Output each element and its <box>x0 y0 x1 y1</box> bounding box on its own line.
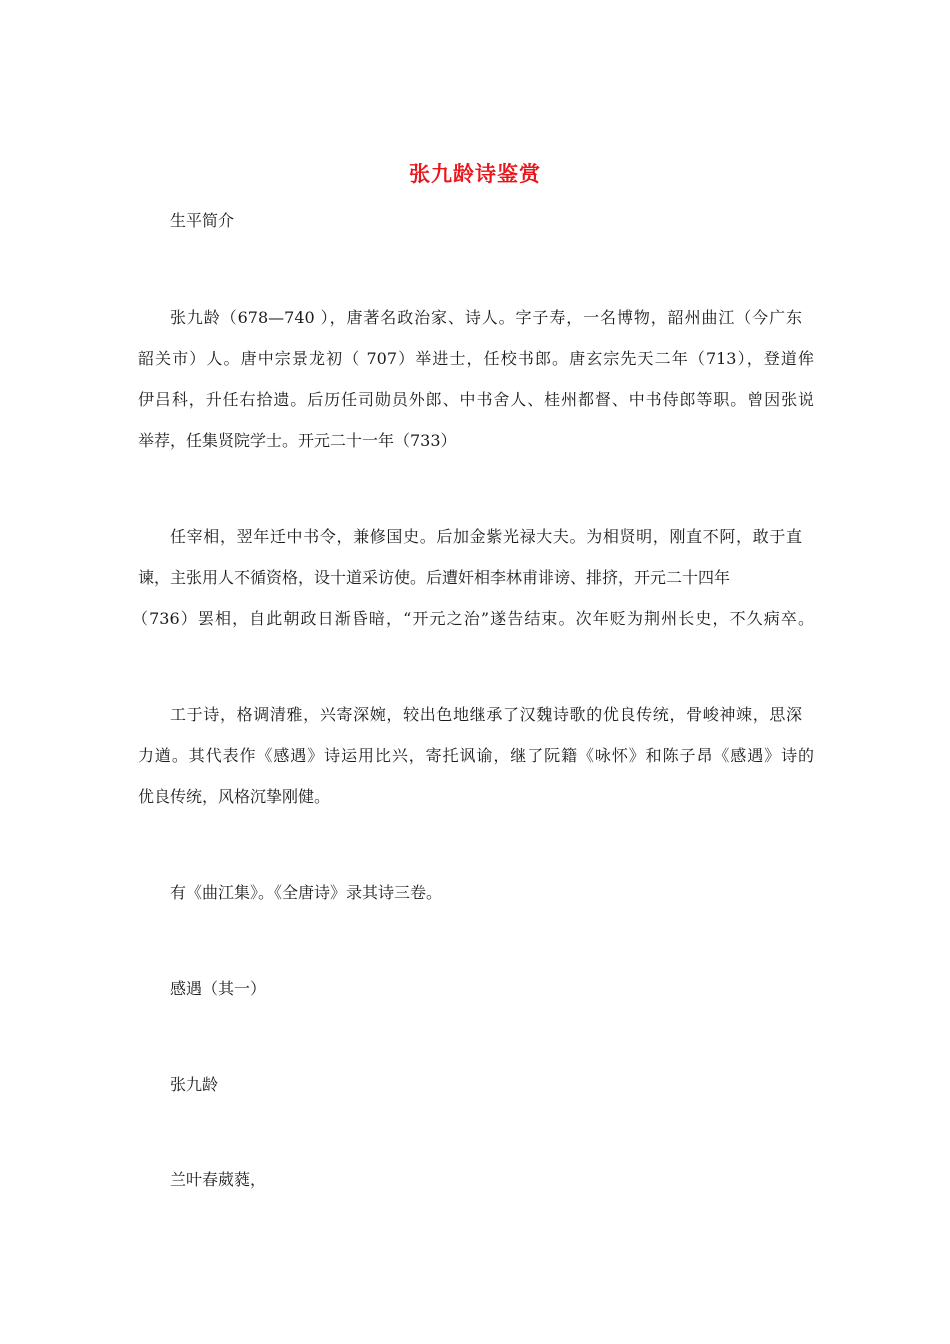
paragraph-line: （736）罢相，自此朝政日渐昏暗，“开元之治”遂告结束。次年贬为荆州长史，不久病卒。 <box>132 609 814 628</box>
poem-author: 张九龄 <box>170 1075 219 1094</box>
poem-line: 兰叶春葳蕤， <box>170 1170 267 1189</box>
paragraph-line: 优良传统，风格沉挚刚健。 <box>138 787 331 806</box>
poem-title: 感遇（其一） <box>170 979 267 998</box>
paragraph-line: 张九龄（678—740 ），唐著名政治家、诗人。字子寿，一名博物，韶州曲江（今广东 <box>170 308 802 327</box>
paragraph-line: 举荐，任集贤院学士。开元二十一年（733） <box>138 431 457 450</box>
section-heading: 生平简介 <box>170 211 235 230</box>
paragraph-line: 谏，主张用人不循资格，设十道采访使。后遭奸相李林甫诽谤、排挤，开元二十四年 <box>138 568 731 587</box>
paragraph-line: 韶关市）人。唐中宗景龙初（ 707）举进士，任校书郎。唐玄宗先天二年（713），登道侔 <box>138 349 814 368</box>
paragraph-line: 伊吕科，升任右拾遗。后历任司勋员外郎、中书舍人、桂州都督、中书侍郎等职。曾因张说 <box>138 390 814 409</box>
paragraph-line: 力遒。其代表作《感遇》诗运用比兴，寄托讽谕，继了阮籍《咏怀》和陈子昂《感遇》诗的 <box>138 746 814 765</box>
document-title: 张九龄诗鉴赏 <box>409 162 541 186</box>
works-note: 有《曲江集》。《全唐诗》录其诗三卷。 <box>170 883 443 902</box>
paragraph-line: 工于诗，格调清雅，兴寄深婉，较出色地继承了汉魏诗歌的优良传统，骨峻神竦，思深 <box>170 705 802 724</box>
paragraph-line: 任宰相，翌年迁中书令，兼修国史。后加金紫光禄大夫。为相贤明，刚直不阿，敢于直 <box>170 527 802 546</box>
